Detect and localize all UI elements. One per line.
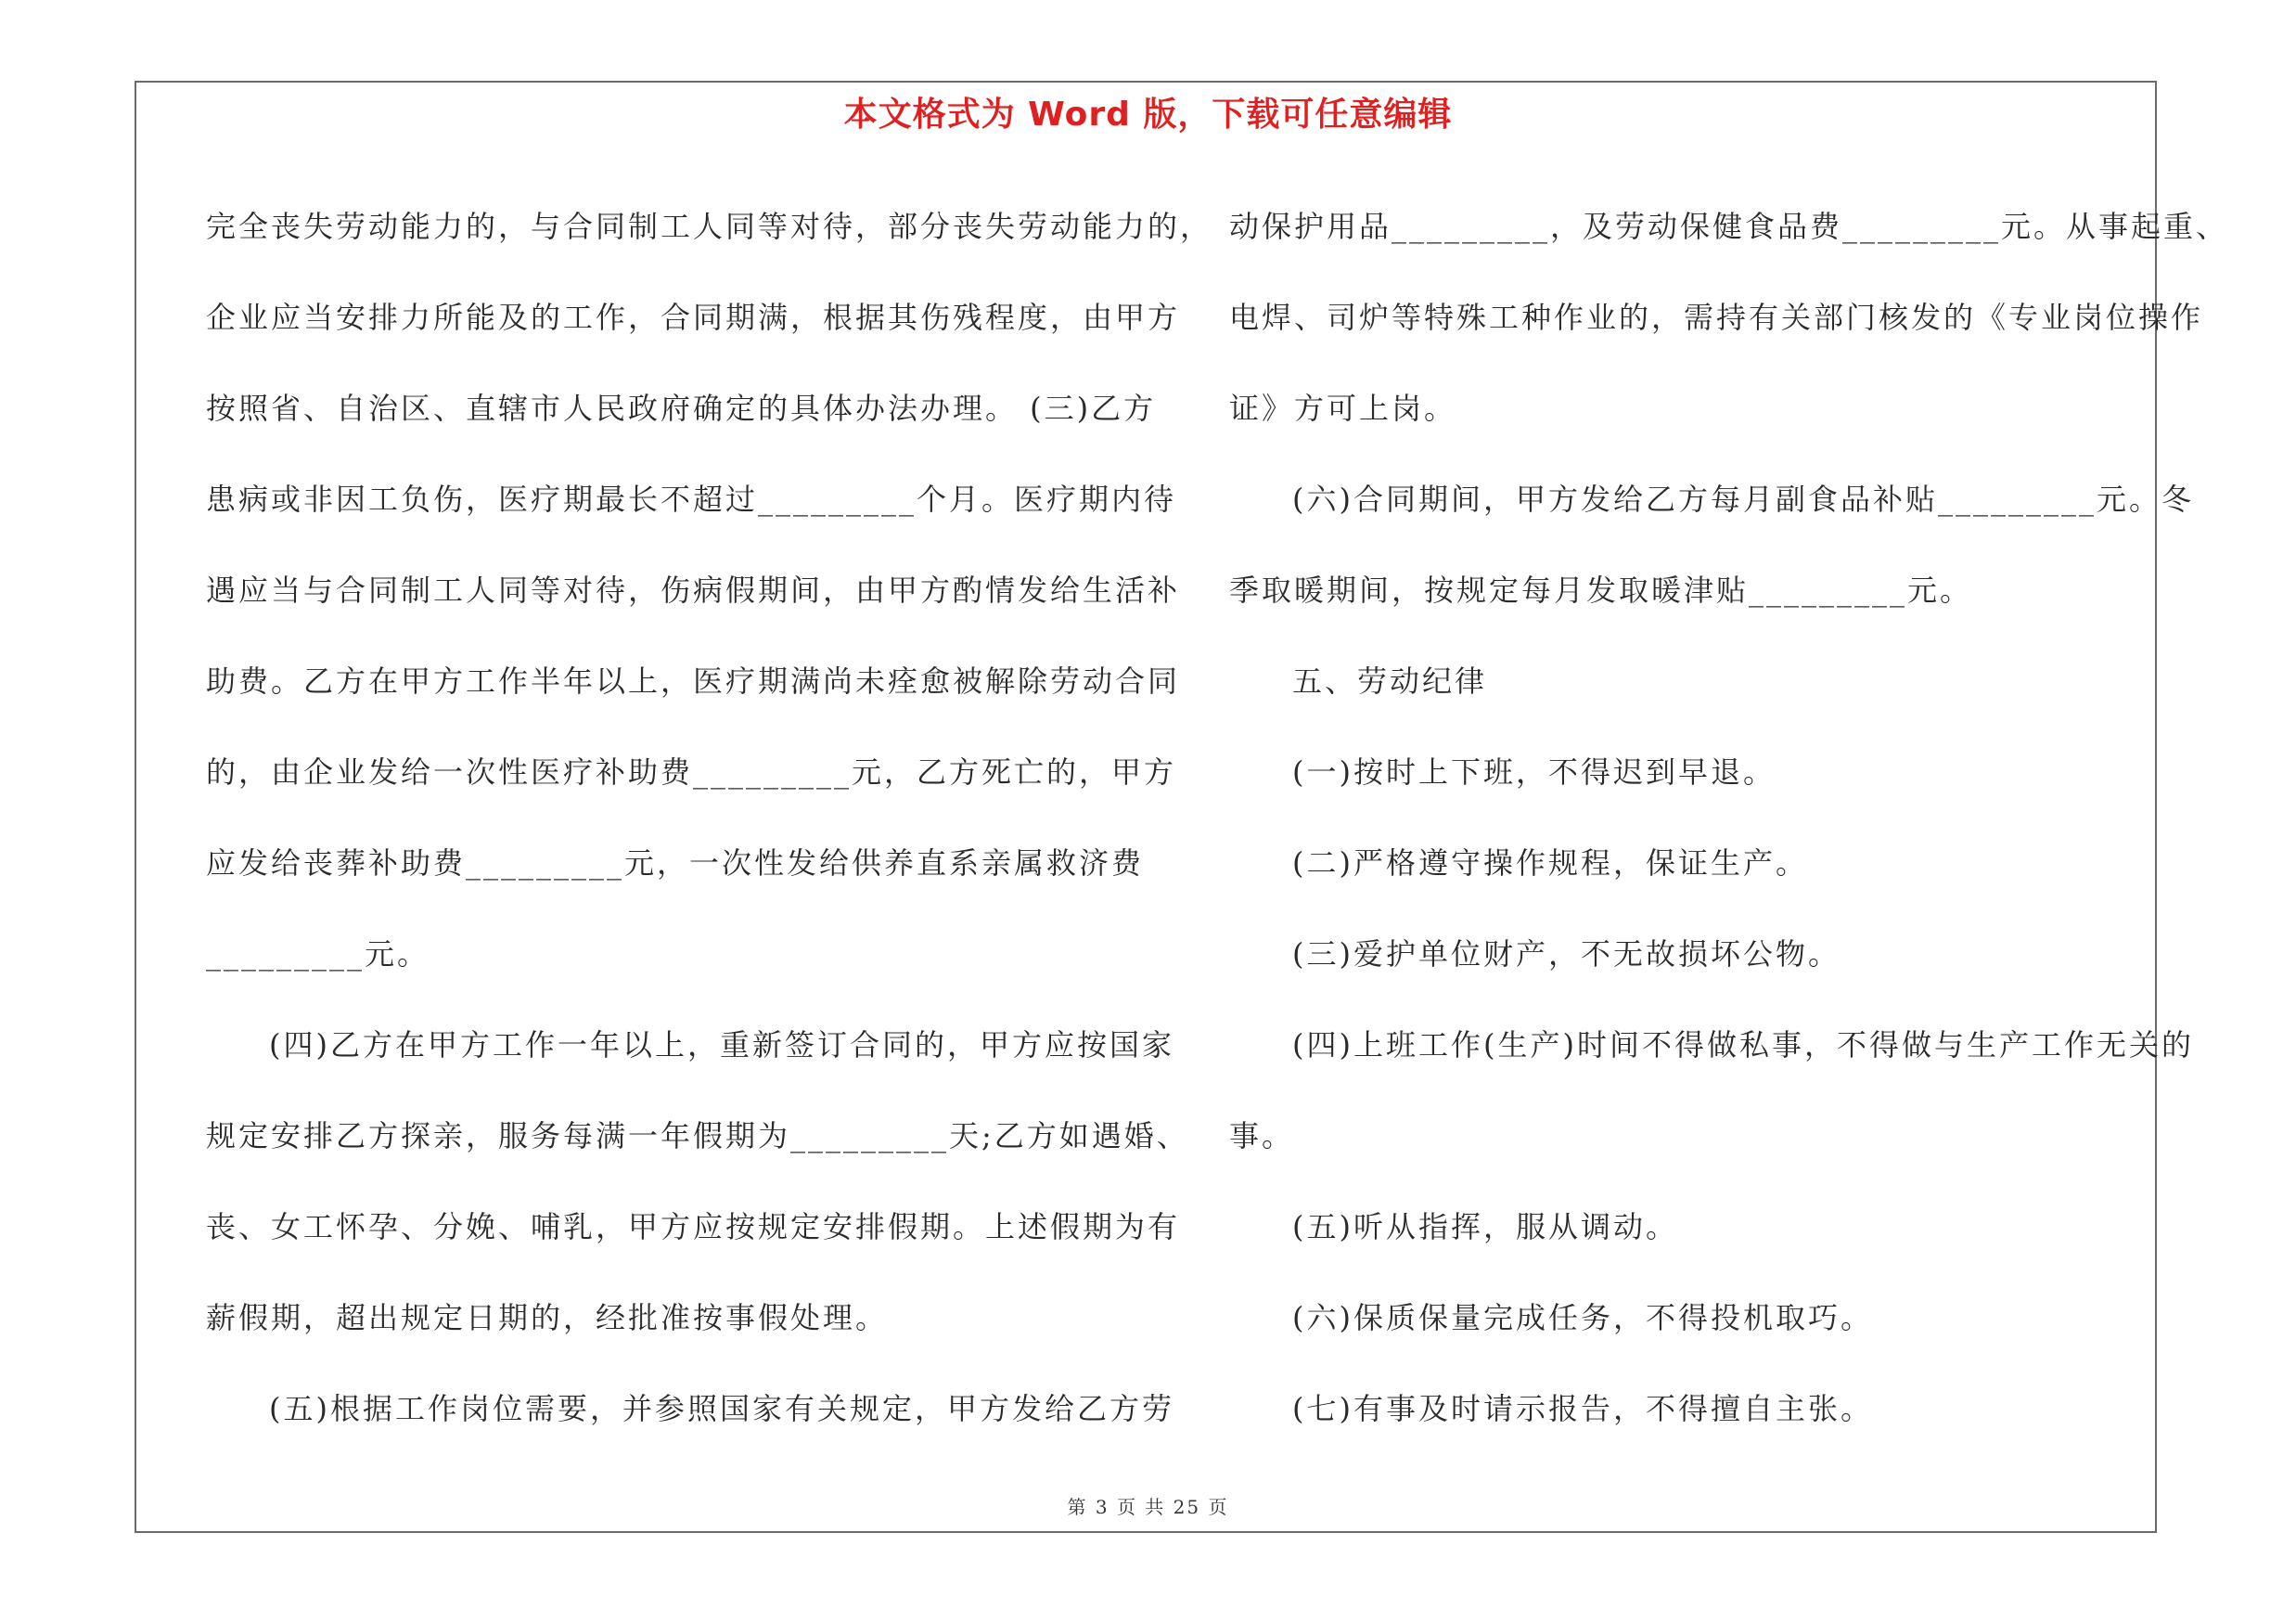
text-line: 患病或非因工负伤，医疗期最长不超过_________个月。医疗期内待 [206, 482, 1177, 517]
right-text-column [1229, 181, 2229, 1454]
text-line: 企业应当安排力所能及的工作，合同期满，根据其伤残程度，由甲方 [206, 300, 1181, 335]
text-line: (七)有事及时请示报告，不得擅自主张。 [1292, 1391, 1873, 1426]
text-line: _________元。 [206, 936, 430, 972]
text-line: 按照省、自治区、直辖市人民政府确定的具体办法办理。 (三)乙方 [206, 391, 1157, 426]
editable-banner: 本文格式为 Word 版，下载可任意编辑 [843, 96, 1453, 134]
text-line: 应发给丧葬补助费_________元，一次性发给供养直系亲属救济费 [206, 845, 1145, 881]
text-line: (三)爱护单位财产，不无故损坏公物。 [1292, 936, 1841, 972]
section-heading: 五、劳动纪律 [1292, 663, 1488, 699]
page-number: 第 3 页 共 25 页 [1067, 1496, 1229, 1518]
text-line: 丧、女工怀孕、分娩、哺乳，甲方应按规定安排假期。上述假期为有 [206, 1209, 1181, 1244]
text-line: 动保护用品_________，及劳动保健食品费_________元。从事起重、 [1229, 209, 2229, 244]
text-line: 的，由企业发给一次性医疗补助费_________元，乙方死亡的，甲方 [206, 754, 1177, 790]
text-line: (四)上班工作(生产)时间不得做私事，不得做与生产工作无关的 [1292, 1027, 2194, 1063]
text-line: (二)严格遵守操作规程，保证生产。 [1292, 845, 1808, 881]
text-line: 规定安排乙方探亲，服务每满一年假期为_________天;乙方如遇婚、 [206, 1118, 1189, 1153]
text-line: 遇应当与合同制工人同等对待，伤病假期间，由甲方酌情发给生活补 [206, 573, 1181, 608]
text-line: (五)根据工作岗位需要，并参照国家有关规定，甲方发给乙方劳 [269, 1391, 1174, 1426]
text-line: 完全丧失劳动能力的，与合同制工人同等对待，部分丧失劳动能力的， [206, 209, 1213, 244]
left-text-column [206, 181, 1213, 1454]
text-line: 薪假期，超出规定日期的，经批准按事假处理。 [206, 1300, 889, 1335]
text-line: 季取暖期间，按规定每月发取暖津贴_________元。 [1229, 573, 1973, 608]
text-line: (一)按时上下班，不得迟到早退。 [1292, 754, 1776, 790]
text-line: (六)合同期间，甲方发给乙方每月副食品补贴_________元。冬 [1292, 482, 2194, 517]
text-line: 事。 [1229, 1118, 1295, 1153]
text-line: (四)乙方在甲方工作一年以上，重新签订合同的，甲方应按国家 [269, 1027, 1174, 1063]
text-line: 助费。乙方在甲方工作半年以上，医疗期满尚未痊愈被解除劳动合同 [206, 663, 1181, 699]
text-line: (五)听从指挥，服从调动。 [1292, 1209, 1678, 1244]
text-line: (六)保质保量完成任务，不得投机取巧。 [1292, 1300, 1873, 1335]
text-line: 电焊、司炉等特殊工种作业的，需持有关部门核发的《专业岗位操作 [1229, 300, 2204, 335]
text-line: 证》方可上岗。 [1229, 391, 1457, 426]
